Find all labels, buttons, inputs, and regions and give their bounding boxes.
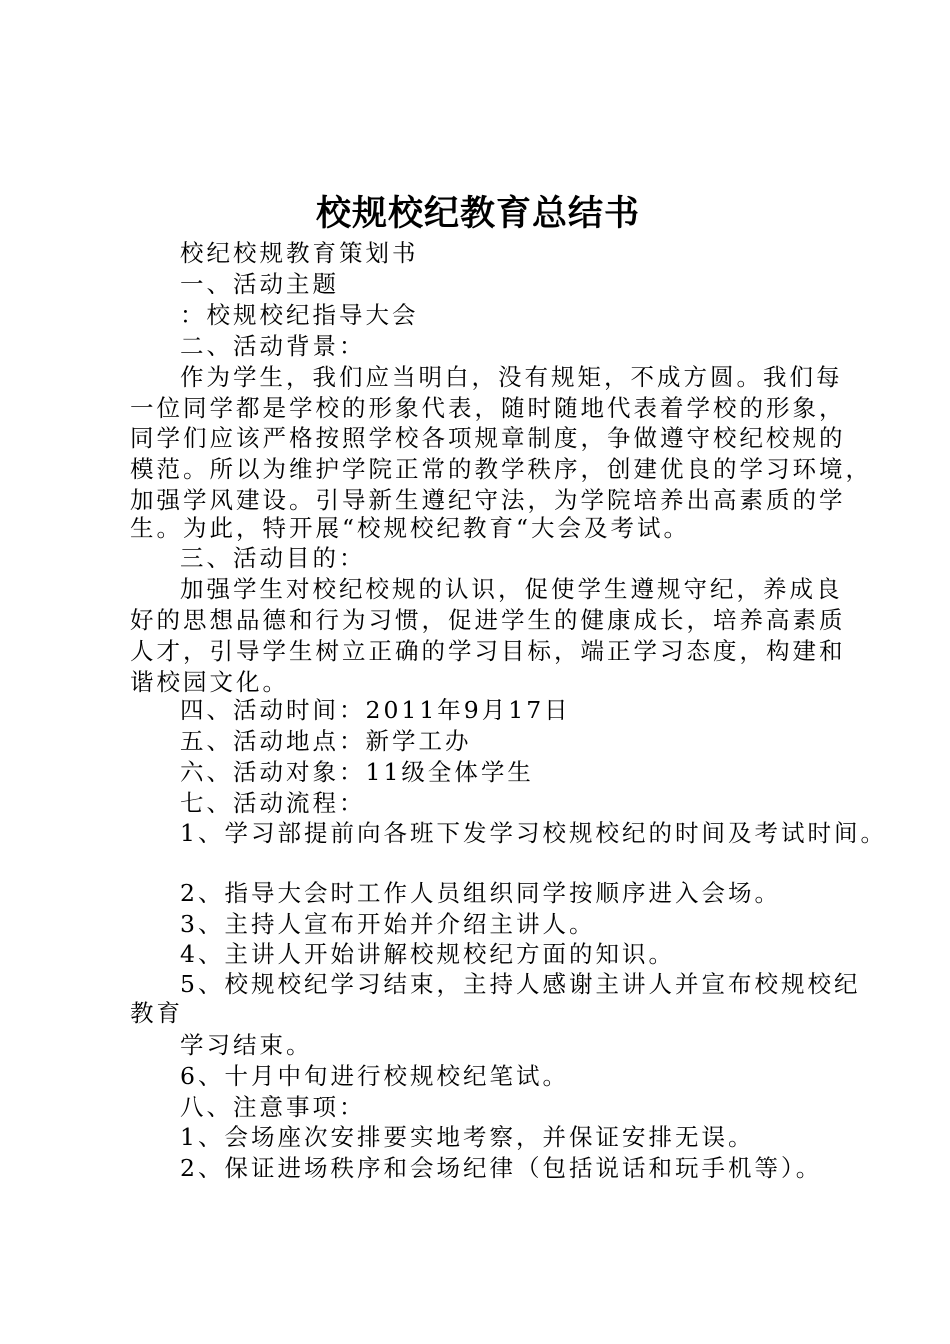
text-line: 5、校规校纪学习结束，主持人感谢主讲人并宣布校规校纪 [180,970,861,998]
text-line: 加强学生对校纪校规的认识，促使学生遵规守纪，养成良 [180,575,843,603]
text-line: 1、会场座次安排要实地考察，并保证安排无误。 [180,1123,755,1151]
document-title: 校规校纪教育总结书 [315,194,640,234]
text-line: 1、学习部提前向各班下发学习校规校纪的时间及考试时间。 [180,819,887,847]
text-line: 一、活动主题 [180,270,339,298]
text-line: 教育 [130,999,183,1027]
text-line: 生。为此，特开展“校规校纪教育“大会及考试。 [130,514,691,542]
text-line: 2、保证进场秩序和会场纪律（包括说话和玩手机等）。 [180,1154,823,1182]
text-line: 好的思想品德和行为习惯，促进学生的健康成长，培养高素质 [130,606,846,634]
text-line: 一位同学都是学校的形象代表，随时随地代表着学校的形象， [130,394,846,422]
text-line: 加强学风建设。引导新生遵纪守法，为学院培养出高素质的学 [130,486,846,514]
text-line: 学习结束。 [180,1031,313,1059]
text-line: ：校规校纪指导大会 [180,301,419,329]
text-line: 五、活动地点：新学工办 [180,727,472,755]
text-line: 校纪校规教育策划书 [180,239,419,267]
text-line: 人才，引导学生树立正确的学习目标，端正学习态度，构建和 [130,637,846,665]
text-line: 四、活动时间：2011年9月17日 [180,696,571,724]
text-line: 二、活动背景： [180,332,366,360]
text-line: 同学们应该严格按照学校各项规章制度，争做遵守校纪校规的 [130,424,846,452]
text-line: 2、指导大会时工作人员组织同学按顺序进入会场。 [180,879,781,907]
text-line: 作为学生，我们应当明白，没有规矩，不成方圆。我们每 [180,363,843,391]
text-line: 七、活动流程： [180,789,366,817]
text-line: 六、活动对象：11级全体学生 [180,758,534,786]
text-line: 3、主持人宣布开始并介绍主讲人。 [180,910,596,938]
text-line: 八、注意事项： [180,1093,366,1121]
text-line: 谐校园文化。 [130,668,289,696]
text-line: 模范。所以为维护学院正常的教学秩序，创建优良的学习环境， [130,455,872,483]
text-line: 4、主讲人开始讲解校规校纪方面的知识。 [180,940,675,968]
text-line: 三、活动目的： [180,544,366,572]
text-line: 6、十月中旬进行校规校纪笔试。 [180,1062,569,1090]
